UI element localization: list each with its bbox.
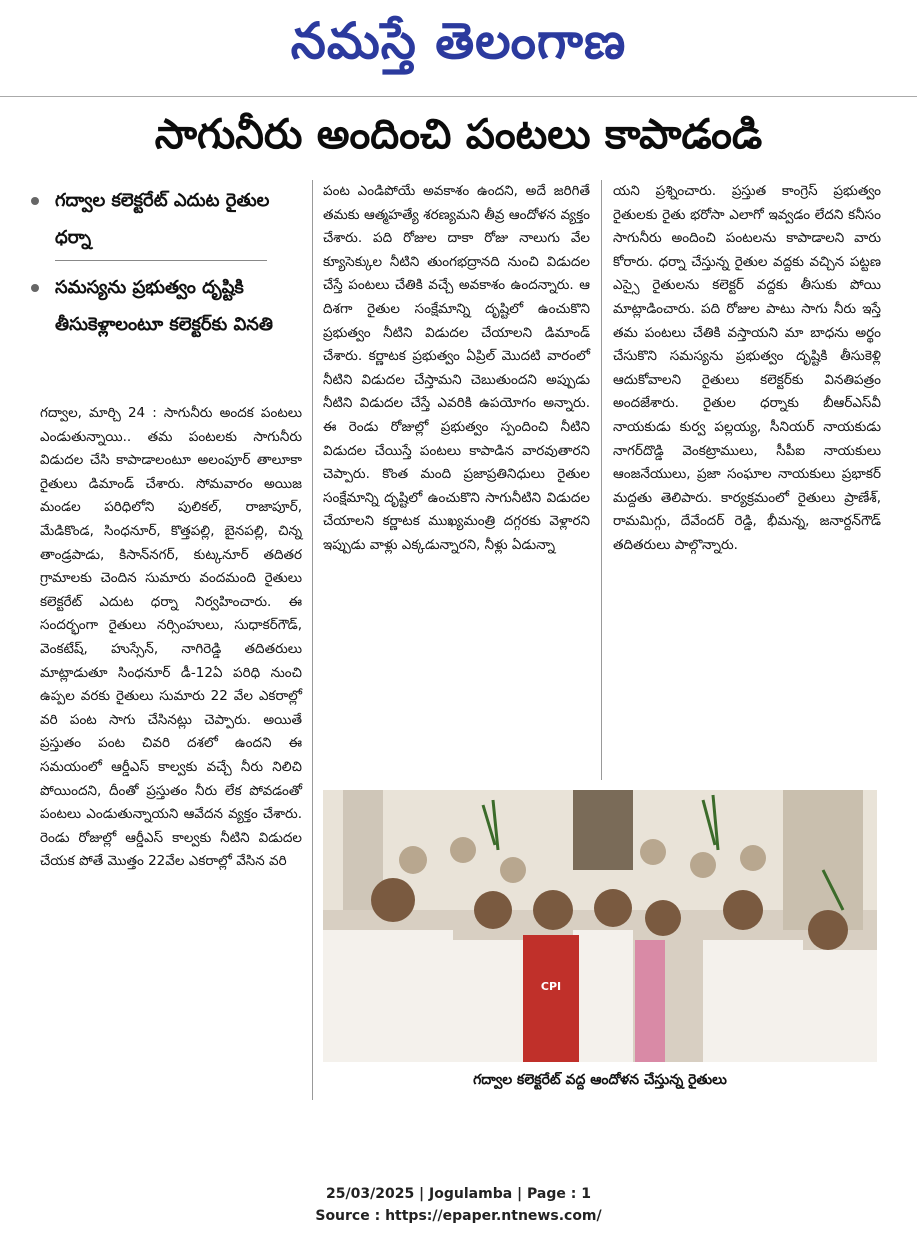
- highlight-item: [28, 269, 308, 343]
- highlight-item: [28, 182, 308, 256]
- column-divider: [312, 180, 313, 1100]
- article-column-1: గద్వాల, మార్చి 24 : సాగునీరు అందక పంటలు ఎండుతున్నాయి.. తమ పంటలకు సాగునీరు విడుదల చేసి కాపాడాలంటూ అలంపూర్ తాలూకా రైతులు డిమాండ్ చేశారు. సోమవారం అయిజ మండల పరిధిలోని పులికల్, రాజాపూర్, మేడికొండ, సింధనూర్, కొత్తపల్లి, బైనపల్లి, చిన్న తాండ్రపాడు, కిసాన్‌నగర్, కుట్కనూర్ తదితర గ్రామాలకు చెందిన సుమారు వందమంది రైతులు కలెక్టరేట్ ఎదుట ధర్నా నిర్వహించారు. ఈ సందర్భంగా రైతులు నర్సింహులు, సుధాకర్‌గౌడ్, వెంకటేష్, హుస్సేన్, నాగిరెడ్డి తదితరులు మాట్లాడుతూ సింధనూర్ డీ-12ఏ పరిధి నుంచి ఉప్పల వరకు రైతులు సుమారు 22 వేల ఎకరాల్లో వరి పంట సాగు చేసినట్లు చెప్పారు. అయితే ప్రస్తుతం పంట చివరి దశలో ఉందని ఈ సమయంలో ఆర్డీఎస్ కాల్వకు వచ్చే నీరు నిలిచి పోయిందని, దీంతో ప్రస్తుతం నీరు లేక పోవడంతో పంటలు ఎండుతున్నాయని ఆవేదన వ్యక్తం చేశారు. రెండు రోజుల్లో ఆర్డీఎస్ కాల్వకు నీటిని విడుదల చేయక పోతే మొత్తం 22వేల ఎకరాల్లో వేసిన వరి: [40, 405, 302, 870]
- column-divider: [601, 180, 602, 780]
- highlight-divider: [55, 260, 267, 261]
- masthead-rule: [0, 96, 917, 97]
- highlight-text: సమస్యను ప్రభుత్వం దృష్టికి తీసుకెళ్లాలంటూ కలెక్టర్‌కు వినతి: [55, 277, 274, 335]
- article-column-2: పంట ఎండిపోయే అవకాశం ఉందని, అదే జరిగితే తమకు ఆత్మహత్యే శరణ్యమని తీవ్ర ఆందోళన వ్యక్తం చేశారు. పది రోజుల దాకా రోజు నాలుగు వేల క్యూసెక్కుల నీటిని తుంగభద్రానది నుంచి విడుదల చేస్తే పంటలు చేతికి వచ్చే అవకాశం ఉందన్నారు. ఆ దిశగా రైతుల సంక్షేమాన్ని దృష్టిలో ఉంచుకొని ప్రభుత్వం నీటిని విడుదల చేయాలని డిమాండ్ చేశారు. కర్ణాటక ప్రభుత్వం ఏప్రిల్ మొదటి వారంలో నీటిని విడుదల చేస్తామని చెబుతుందని అప్పుడు నీటిని విడుదల చేస్తే ఎవరికి ఉపయోగం అన్నారు. ఈ రెండు రోజుల్లో ప్రభుత్వం స్పందించి నీటిని విడుదల చేయిస్తే పంటలు కాపాడిన వారవుతారని చెప్పారు. కొంత మంది ప్రజాప్రతినిధులు రైతుల సంక్షేమాన్ని దృష్టిలో ఉంచుకొని సాగునీటిని విడుదల చేయాలని కర్ణాటక ముఖ్యమంత్రి దగ్గరకు వెళ్లారని ఇప్పుడు వాళ్లు ఎక్కడున్నారని, నీళ్లు ఏడున్నా: [323, 183, 590, 553]
- photo-caption: గద్వాల కలెక్టరేట్ వద్ద ఆందోళన చేస్తున్న రైతులు: [473, 1072, 727, 1088]
- banner-label: CPI: [540, 980, 562, 993]
- highlights: [28, 182, 308, 343]
- footer-date: 25/03/2025 | Jogulamba | Page : 1: [326, 1186, 591, 1202]
- news-photo: [323, 790, 877, 1062]
- headline: సాగునీరు అందించి పంటలు కాపాడండి: [154, 110, 763, 158]
- highlight-text: గద్వాల కలెక్టరేట్ ఎదుట రైతుల ధర్నా: [55, 190, 270, 248]
- protest-photo-illustration: [323, 790, 877, 1062]
- bullet-icon: [31, 197, 39, 205]
- masthead: నమస్తే తెలంగాణ: [290, 11, 627, 70]
- footer-source[interactable]: Source : https://epaper.ntnews.com/: [315, 1208, 602, 1224]
- bullet-icon: [31, 284, 39, 292]
- article-column-3: యని ప్రశ్నించారు. ప్రస్తుత కాంగ్రెస్ ప్రభుత్వం రైతులకు రైతు భరోసా ఎలాగో ఇవ్వడం లేదని కనీసం సాగునీరు అందించి పంటలను కాపాడాలని వారు కోరారు. ధర్నా చేస్తున్న రైతుల వద్దకు వచ్చిన పట్టణ ఎస్సై రైతులను కలెక్టర్ వద్దకు తీసుకు పోయి మాట్లాడించారు. పది రోజుల పాటు సాగు నీరు ఇస్తే తమ పంటలు చేతికి వస్తాయని మా బాధను అర్థం చేసుకొని సమస్యను ప్రభుత్వం దృష్టికి తీసుకెళ్లి ఆదుకోవాలని రైతులు కలెక్టర్‌కు వినతిపత్రం అందజేశారు. రైతుల ధర్నాకు బీఆర్‌ఎస్‌వీ నాయకుడు కుర్వ పల్లయ్య, సీనియర్ నాయకుడు నాగర్‌దొడ్డి వెంకట్రాములు, సీపీఐ నాయకులు ఆంజనేయులు, ప్రజా సంఘాల నాయకులు ప్రభాకర్ మద్దతు తెలిపారు. కార్యక్రమంలో రైతులు ప్రాణేశ్, రామమిగ్గు, దేవేందర్ రెడ్డి, భీమన్న, జనార్దన్‌గౌడ్ తదితరులు పాల్గొన్నారు.: [613, 183, 881, 553]
